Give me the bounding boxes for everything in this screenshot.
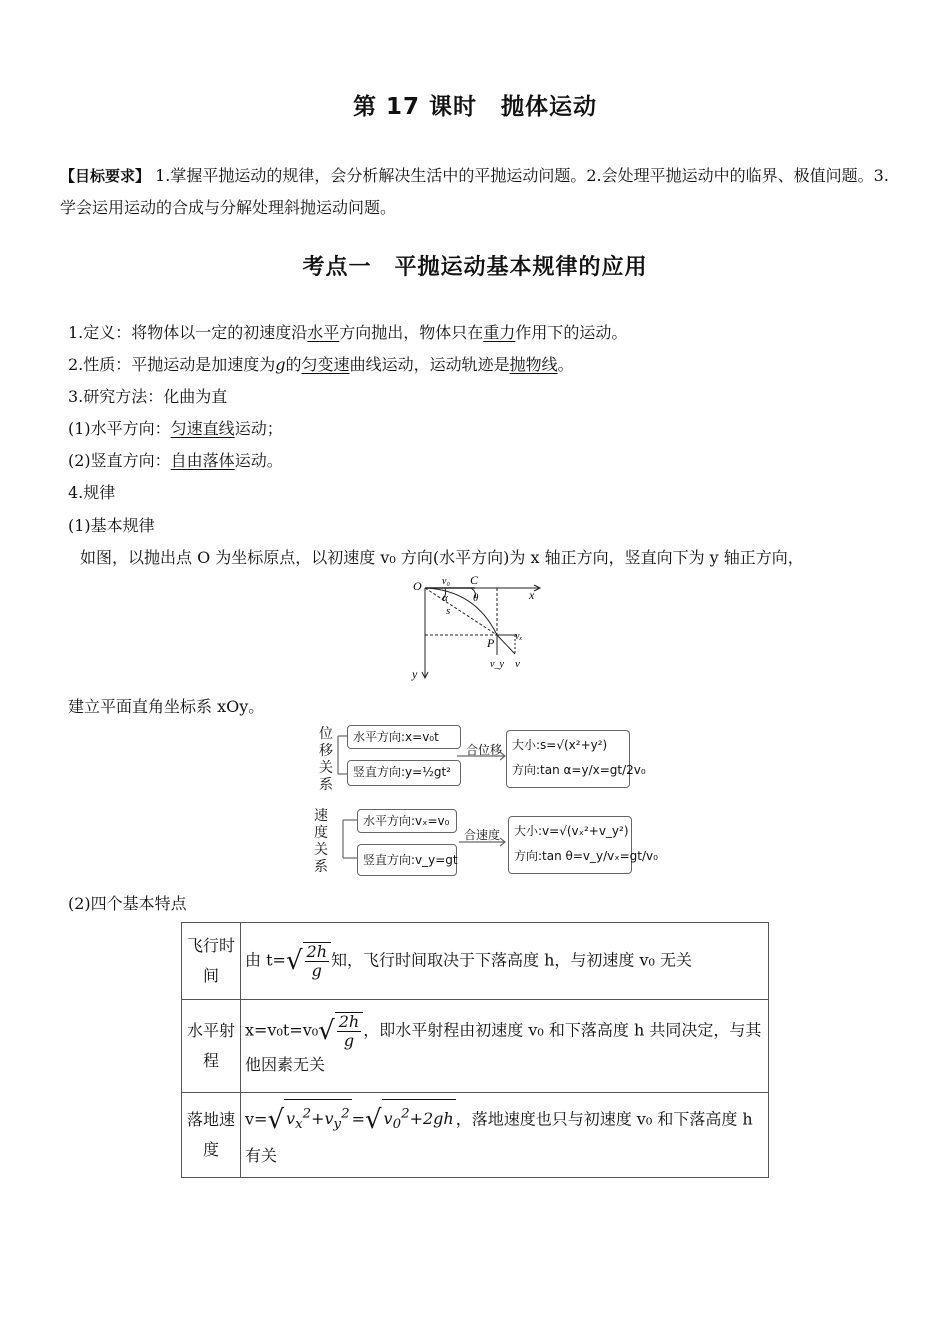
table-row xyxy=(182,923,769,1000)
table-head: 落地速度 xyxy=(182,1093,241,1178)
property-line: 2.性质：平抛运动是加速度为g的匀变速曲线运动，运动轨迹是抛物线。 xyxy=(68,355,574,374)
law-line: 4.规律 xyxy=(68,483,116,502)
basic-law-line: (1)基本规律 xyxy=(68,516,155,535)
table-cell: v=√ $v_x^2+v_y^2$ =√ $v_0^2+2gh$ ，落地速度也只与初速度 v₀ 和下落高度 h 有关 xyxy=(241,1093,769,1178)
setup-line: 如图，以抛出点 O 为坐标原点，以初速度 v₀ 方向(水平方向)为 x 轴正方向，竖直向下为 y 轴正方向， xyxy=(80,548,804,567)
goal-text: 1.掌握平抛运动的规律，会分析解决生活中的平抛运动问题。2.会处理平抛运动中的临界、极值问题。3.学会运用运动的合成与分解处理斜抛运动问题。 xyxy=(60,166,889,217)
displacement-label: 位移关系 xyxy=(319,726,333,793)
diagram-label-P: P xyxy=(487,636,495,650)
disp-vertical-box: 竖直方向:y=½gt² xyxy=(347,760,461,786)
diagram-label-v: v xyxy=(515,658,520,670)
diagram-label-O: O xyxy=(413,579,422,593)
diagram-label-s: s xyxy=(446,605,451,617)
table-row xyxy=(182,1000,769,1093)
vel-arrow-label: 合速度 xyxy=(464,828,501,842)
diagram-label-vx: vₓ xyxy=(515,631,523,642)
definition-line: 1.定义：将物体以一定的初速度沿水平方向抛出，物体只在重力作用下的运动。 xyxy=(68,323,628,342)
disp-horizontal-box: 水平方向:x=v₀t xyxy=(347,725,461,749)
table-head: 水平射程 xyxy=(182,1000,241,1093)
table-cell: 由 t=√ $\frac{2h}{g}$ 知，飞行时间取决于下落高度 h，与初速度 v₀ 无关 xyxy=(241,923,769,1000)
projectile-diagram xyxy=(405,572,555,684)
vel-vertical-box: 竖直方向:v_y=gt xyxy=(357,844,457,876)
table-cell: x=v₀t=v₀√ $\frac{2h}{g}$ ，即水平射程由初速度 v₀ 和下落高度 h 共同决定，与其他因素无关 xyxy=(241,1000,769,1093)
diagram-label-vy: v_y xyxy=(490,659,504,670)
disp-arrow-label: 合位移 xyxy=(466,743,503,757)
four-features-line: (2)四个基本特点 xyxy=(68,894,187,913)
diagram-label-theta: θ xyxy=(473,592,479,604)
vertical-line: (2)竖直方向：自由落体运动。 xyxy=(68,451,283,470)
velocity-label: 速度关系 xyxy=(314,808,328,875)
vel-horizontal-box: 水平方向:vₓ=v₀ xyxy=(357,809,457,833)
coord-line: 建立平面直角坐标系 xOy。 xyxy=(68,697,265,716)
diagram-label-alpha: α xyxy=(442,592,448,604)
disp-result-box: 大小:s=√(x²+y²) 方向:tan α=y/x=gt/2v₀ xyxy=(506,730,630,788)
goal-paragraph xyxy=(60,160,890,223)
diagram-label-y: y xyxy=(412,667,418,681)
section-heading: 考点一 平抛运动基本规律的应用 xyxy=(302,255,648,280)
diagram-label-C: C xyxy=(470,573,479,587)
goal-tag: 【目标要求】 xyxy=(60,167,151,185)
vel-result-box: 大小:v=√(vₓ²+v_y²) 方向:tan θ=v_y/vₓ=gt/v₀ xyxy=(508,816,632,874)
table-head: 飞行时间 xyxy=(182,923,241,1000)
features-table xyxy=(181,922,769,1178)
table-row xyxy=(182,1093,769,1178)
diagram-label-x: x xyxy=(529,588,535,602)
horizontal-line: (1)水平方向：匀速直线运动； xyxy=(68,419,283,438)
page-title: 第 17 课时 抛体运动 xyxy=(352,94,598,120)
method-line: 3.研究方法：化曲为直 xyxy=(68,387,228,406)
diagram-label-v0: v₀ xyxy=(442,576,450,587)
